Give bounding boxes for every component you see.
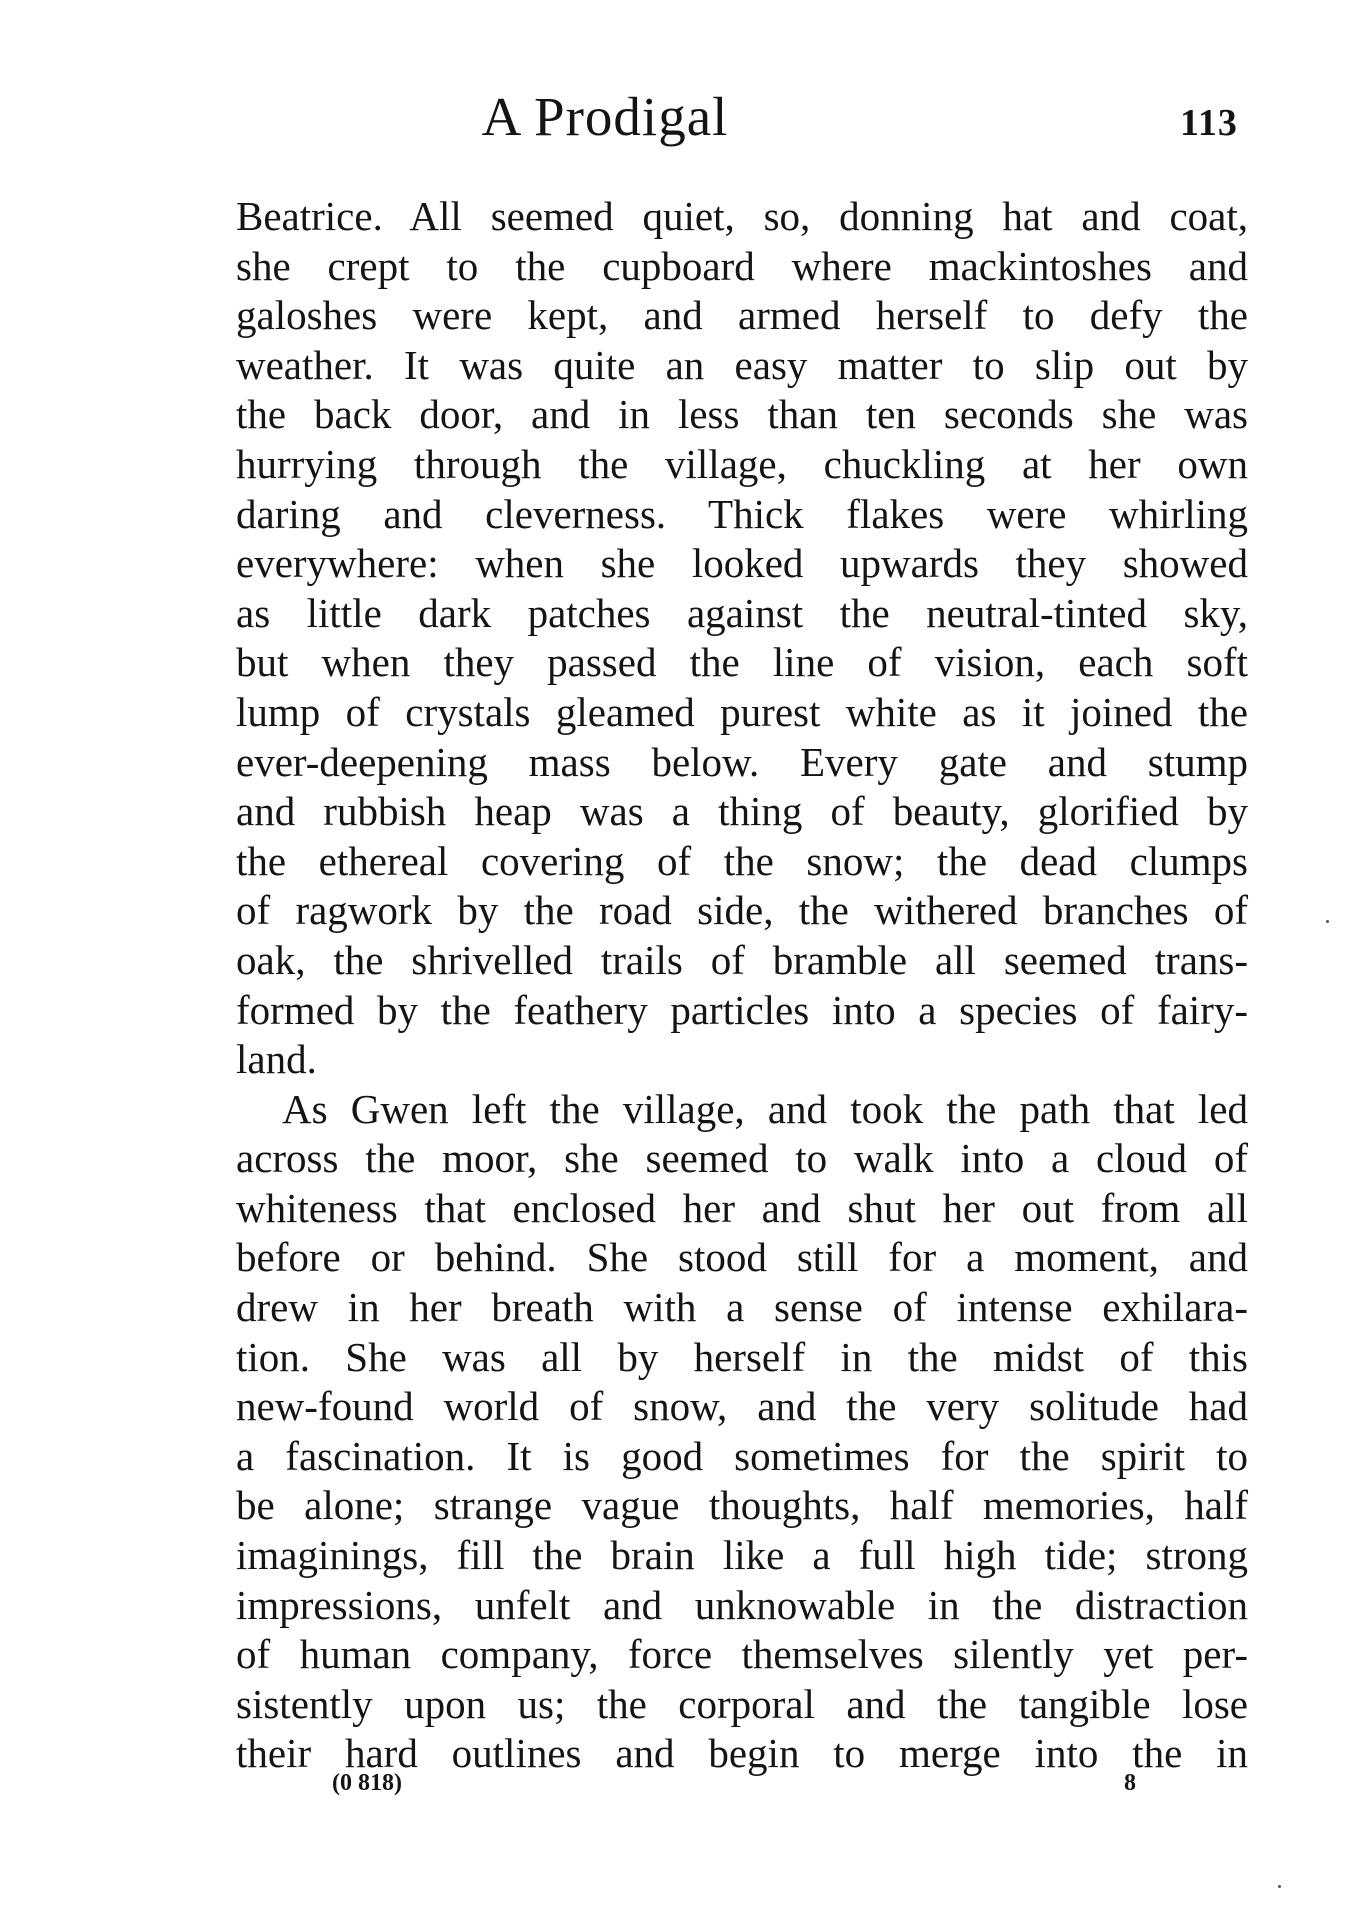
body-text	[236, 192, 1248, 1779]
text-line: land.	[236, 1036, 317, 1083]
text-line: Beatrice. All seemed quiet, so, donning hat and coat,	[236, 193, 1248, 239]
text-line: before or behind. She stood still for a moment, and	[236, 1234, 1248, 1281]
text-line: but when they passed the line of vision, each soft	[236, 639, 1248, 686]
text-line: imaginings, fill the brain like a full high tide; strong	[236, 1532, 1248, 1579]
text-line: and rubbish heap was a thing of beauty, glorified by	[236, 788, 1248, 835]
page-footer	[0, 1770, 1367, 1810]
signature-mark: (0 818)	[332, 1770, 402, 1796]
text-line: daring and cleverness. Thick flakes were whirling	[236, 490, 1248, 537]
text-line: galoshes were kept, and armed herself to defy the	[236, 292, 1248, 339]
text-line: as little dark patches against the neutral-tinted sky,	[236, 589, 1248, 636]
text-line: drew in her breath with a sense of intense exhilara-	[236, 1284, 1248, 1331]
text-line: a fascination. It is good sometimes for the spirit to	[236, 1432, 1248, 1479]
paragraph-gwen-moor	[236, 1085, 1248, 1779]
text-line: weather. It was quite an easy matter to slip out by	[236, 341, 1248, 388]
text-line: she crept to the cupboard where mackintoshes and	[236, 242, 1248, 289]
text-line: across the moor, she seemed to walk into a cloud of	[236, 1135, 1248, 1182]
text-line: ever-deepening mass below. Every gate and stump	[236, 738, 1248, 785]
text-line: their hard outlines and begin to merge into the in	[236, 1730, 1248, 1777]
text-line: everywhere: when she looked upwards they showed	[236, 540, 1248, 587]
paragraph-continuation	[236, 192, 1248, 1085]
text-line: hurrying through the village, chuckling at her own	[236, 440, 1248, 487]
text-line: impressions, unfelt and unknowable in the distraction	[236, 1581, 1248, 1628]
running-head	[0, 82, 1367, 152]
text-line: whiteness that enclosed her and shut her out from all	[236, 1184, 1248, 1231]
text-line: lump of crystals gleamed purest white as it joined the	[236, 688, 1248, 735]
text-line: formed by the feathery particles into a species of fairy-	[236, 986, 1248, 1033]
print-speck	[1278, 1885, 1281, 1888]
text-line: the back door, and in less than ten seconds she was	[236, 391, 1248, 438]
text-line: new-found world of snow, and the very solitude had	[236, 1383, 1248, 1430]
text-line: tion. She was all by herself in the midst of this	[236, 1333, 1248, 1380]
signature-letter: 8	[1124, 1770, 1136, 1796]
text-line: of ragwork by the road side, the withered branches of	[236, 887, 1248, 934]
text-line: be alone; strange vague thoughts, half memories, half	[236, 1482, 1248, 1529]
page-number: 113	[1180, 102, 1238, 144]
print-speck	[1326, 920, 1329, 923]
text-line: As Gwen left the village, and took the path that led	[282, 1085, 1248, 1132]
running-title: A Prodigal	[481, 86, 729, 147]
text-line: of human company, force themselves silently yet per-	[236, 1631, 1248, 1678]
text-line: the ethereal covering of the snow; the dead clumps	[236, 837, 1248, 884]
text-line: sistently upon us; the corporal and the tangible lose	[236, 1680, 1248, 1727]
text-line: oak, the shrivelled trails of bramble all seemed trans-	[236, 936, 1248, 983]
